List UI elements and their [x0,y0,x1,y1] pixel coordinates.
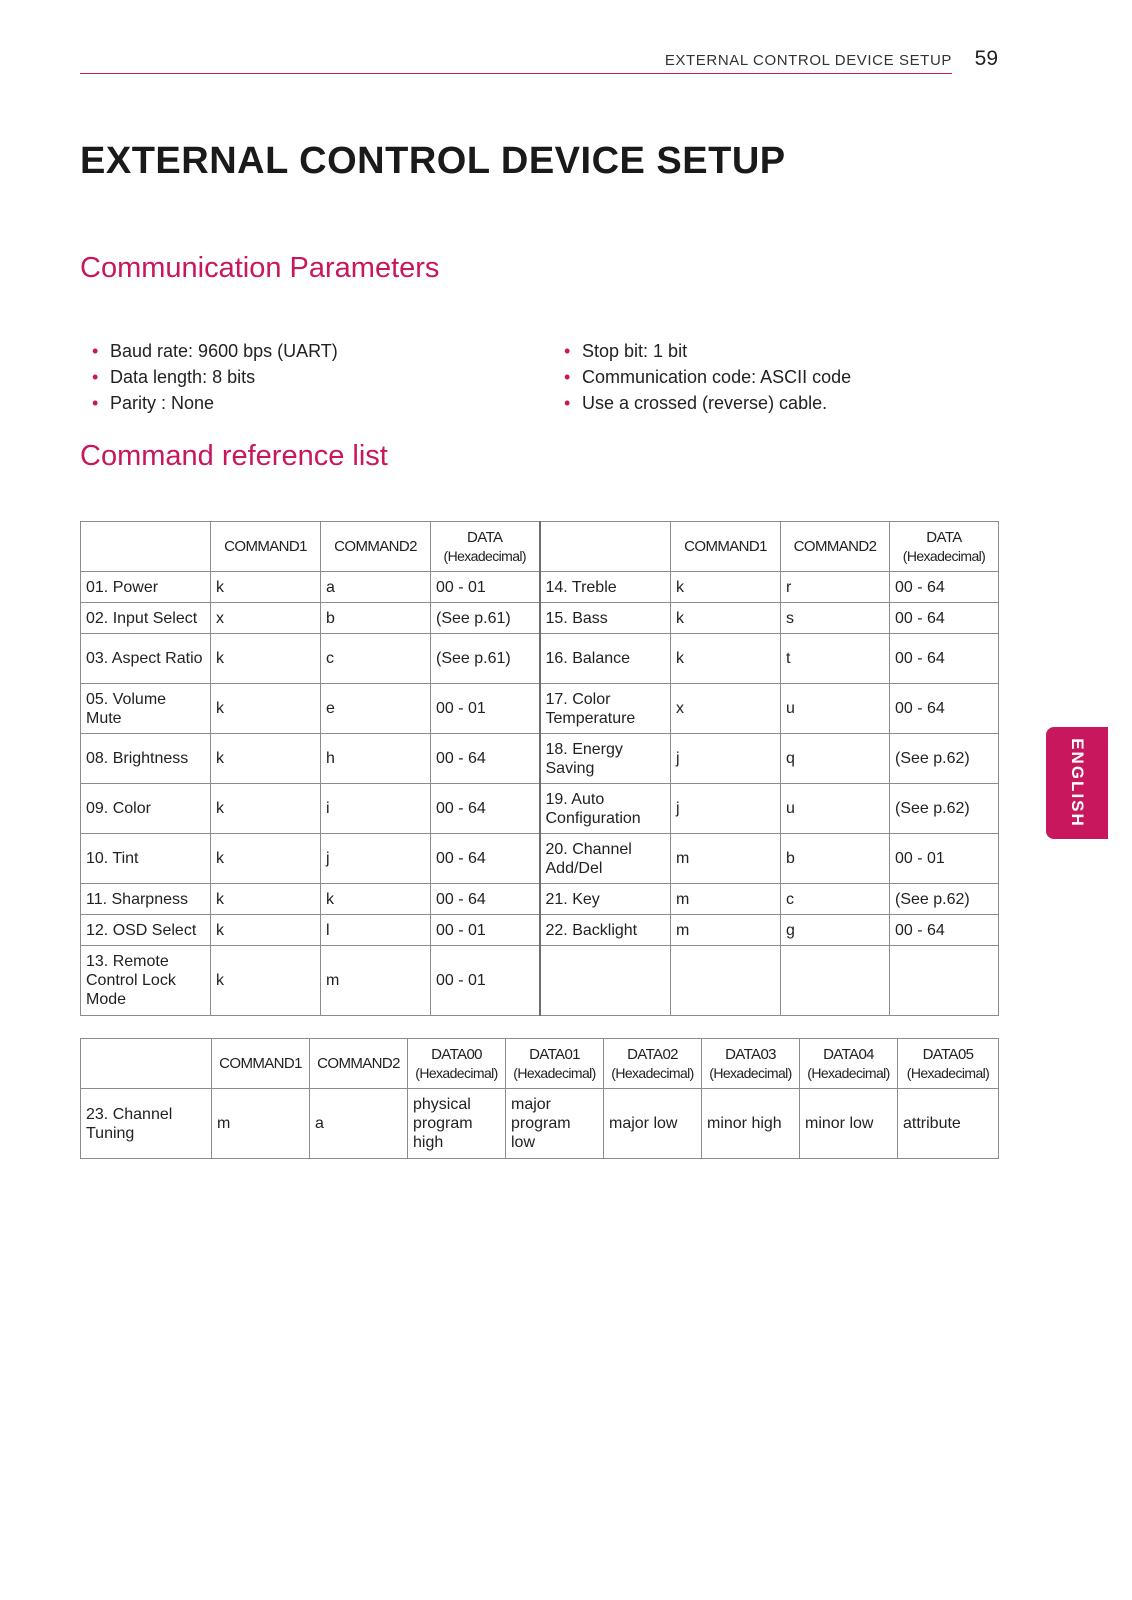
bullet-dot-icon: • [564,341,571,361]
command2-cell: h [321,734,431,784]
command1-cell: j [671,784,781,834]
communication-bullets-left [92,338,338,416]
table-row [81,784,999,834]
header-data [431,522,540,572]
header-command2: COMMAND2 [321,522,431,572]
data-cell: 00 - 64 [431,784,540,834]
data-cell: 00 - 01 [431,946,540,1016]
page-number: 59 [974,47,998,70]
bullet-item [564,338,851,364]
data03-cell: minor high [702,1089,800,1159]
header-data00 [408,1039,506,1089]
header-data02 [604,1039,702,1089]
data-cell: (See p.61) [431,634,540,684]
header-command1-right: COMMAND1 [671,522,781,572]
command2-cell: u [781,784,890,834]
language-tab-label: ENGLISH [1068,738,1087,828]
header-data04 [800,1039,898,1089]
command-name-cell: 22. Backlight [540,915,671,946]
command1-cell: k [211,784,321,834]
table-row [81,834,999,884]
header-command2-right: COMMAND2 [781,522,890,572]
data01-cell: major program low [506,1089,604,1159]
command2-cell [781,946,890,1016]
data-cell: 00 - 64 [431,834,540,884]
data-cell: (See p.62) [890,884,999,915]
header-data-right [890,522,999,572]
data-cell: 00 - 64 [890,684,999,734]
command-name-cell [540,946,671,1016]
bullet-item [92,390,338,416]
table-row [81,572,999,603]
channel-tuning-table [80,1038,999,1159]
bullet-text: Communication code: ASCII code [582,367,852,387]
command-name-cell: 08. Brightness [81,734,211,784]
header-data-sub: (Hexadecimal) [902,547,986,564]
bullet-dot-icon: • [92,393,99,413]
communication-parameters-heading: Communication Parameters [80,252,440,284]
communication-bullets-right [564,338,851,416]
command1-cell: k [671,572,781,603]
data05-cell: attribute [898,1089,999,1159]
command1-cell: m [671,915,781,946]
command1-cell: j [671,734,781,784]
data-cell: 00 - 01 [431,684,540,734]
table-row [81,1089,999,1159]
command1-cell: x [211,603,321,634]
table-row [81,884,999,915]
bullet-dot-icon: • [564,367,571,387]
command1-cell: k [671,603,781,634]
header-rule [80,73,952,74]
header-data05 [898,1039,999,1089]
command-name-cell: 02. Input Select [81,603,211,634]
command-name-cell: 05. Volume Mute [81,684,211,734]
table-header-row [81,522,999,572]
command-reference-table [80,521,999,1016]
command2-cell: b [321,603,431,634]
command2-cell: t [781,634,890,684]
command-name-cell: 03. Aspect Ratio [81,634,211,684]
page-title: EXTERNAL CONTROL DEVICE SETUP [80,140,786,182]
header-command1: COMMAND1 [212,1039,310,1089]
command2-cell: e [321,684,431,734]
header-data-label: DATA [467,528,503,546]
header-data-sub: (Hexadecimal) [709,1064,792,1081]
command2-cell: j [321,834,431,884]
command-name-cell: 21. Key [540,884,671,915]
command2-cell: i [321,784,431,834]
data-cell: 00 - 01 [431,572,540,603]
header-data-label: DATA05 [922,1045,974,1063]
data02-cell: major low [604,1089,702,1159]
table-header-row [81,1039,999,1089]
header-blank [81,522,211,572]
command-name-cell: 13. Remote Control Lock Mode [81,946,211,1016]
table-row [81,946,999,1016]
header-data-sub: (Hexadecimal) [443,547,526,564]
command-name-cell: 16. Balance [540,634,671,684]
command2-cell: b [781,834,890,884]
command2-cell: m [321,946,431,1016]
bullet-dot-icon: • [92,367,99,387]
header-data-sub: (Hexadecimal) [807,1064,890,1081]
header-data01 [506,1039,604,1089]
command1-cell: m [671,834,781,884]
command-name-cell: 14. Treble [540,572,671,603]
command-name-cell: 12. OSD Select [81,915,211,946]
data-cell [890,946,999,1016]
command1-cell: k [211,734,321,784]
command1-cell: m [671,884,781,915]
header-data-label: DATA02 [627,1045,678,1063]
command-name-cell: 20. Channel Add/Del [540,834,671,884]
command2-cell: q [781,734,890,784]
bullet-item [564,364,851,390]
header-data-sub: (Hexadecimal) [415,1064,498,1081]
command1-cell: k [211,834,321,884]
command-name-cell: 11. Sharpness [81,884,211,915]
data-cell: 00 - 64 [431,734,540,784]
command2-cell: k [321,884,431,915]
data-cell: 00 - 64 [890,572,999,603]
command-name-cell: 09. Color [81,784,211,834]
command1-cell [671,946,781,1016]
header-data-sub: (Hexadecimal) [513,1064,596,1081]
command2-cell: r [781,572,890,603]
command1-cell: x [671,684,781,734]
command2-cell: s [781,603,890,634]
language-side-tab [1046,727,1108,839]
data-cell: (See p.62) [890,784,999,834]
command1-cell: k [211,946,321,1016]
command-name-cell: 17. Color Temperature [540,684,671,734]
data-cell: 00 - 01 [431,915,540,946]
command-name-cell: 18. Energy Saving [540,734,671,784]
header-blank-right [540,522,671,572]
table-row [81,915,999,946]
header-data-sub: (Hexadecimal) [906,1064,990,1081]
bullet-text: Parity : None [110,393,215,413]
table-row [81,734,999,784]
command1-cell: k [211,915,321,946]
bullet-text: Baud rate: 9600 bps (UART) [110,341,338,361]
header-data-label: DATA00 [431,1045,482,1063]
bullet-dot-icon: • [564,393,571,413]
command2-cell: a [321,572,431,603]
data00-cell: physical program high [408,1089,506,1159]
command1-cell: k [211,684,321,734]
command2-cell: c [321,634,431,684]
table-row [81,684,999,734]
header-data03 [702,1039,800,1089]
header-command1: COMMAND1 [211,522,321,572]
data-cell: 00 - 64 [890,915,999,946]
header-data-sub: (Hexadecimal) [611,1064,694,1081]
bullet-item [92,338,338,364]
bullet-item [92,364,338,390]
data-cell: 00 - 01 [890,834,999,884]
bullet-text: Data length: 8 bits [110,367,256,387]
bullet-text: Stop bit: 1 bit [582,341,688,361]
bullet-item [564,390,851,416]
command-name-cell: 10. Tint [81,834,211,884]
table-row [81,634,999,684]
running-header [80,44,998,76]
command2-cell: g [781,915,890,946]
command-name-cell: 15. Bass [540,603,671,634]
bullet-dot-icon: • [92,341,99,361]
data-cell: 00 - 64 [890,603,999,634]
header-command2: COMMAND2 [310,1039,408,1089]
data04-cell: minor low [800,1089,898,1159]
command1-cell: k [211,634,321,684]
data-cell: 00 - 64 [890,634,999,684]
data-cell: 00 - 64 [431,884,540,915]
command-reference-heading: Command reference list [80,440,388,472]
command-name-cell: 23. Channel Tuning [81,1089,212,1159]
running-header-title: EXTERNAL CONTROL DEVICE SETUP [664,52,952,69]
bullet-text: Use a crossed (reverse) cable. [582,393,828,413]
command1-cell: k [211,884,321,915]
header-data-label: DATA04 [823,1045,874,1063]
command2-cell: l [321,915,431,946]
command-name-cell: 19. Auto Configuration [540,784,671,834]
command2-cell: a [310,1089,408,1159]
data-cell: (See p.62) [890,734,999,784]
command1-cell: k [671,634,781,684]
header-blank [81,1039,212,1089]
header-data-label: DATA03 [725,1045,776,1063]
header-data-label: DATA01 [529,1045,580,1063]
table-row [81,603,999,634]
command2-cell: c [781,884,890,915]
command-name-cell: 01. Power [81,572,211,603]
header-data-label: DATA [926,528,962,546]
data-cell: (See p.61) [431,603,540,634]
command2-cell: u [781,684,890,734]
command1-cell: k [211,572,321,603]
command1-cell: m [212,1089,310,1159]
